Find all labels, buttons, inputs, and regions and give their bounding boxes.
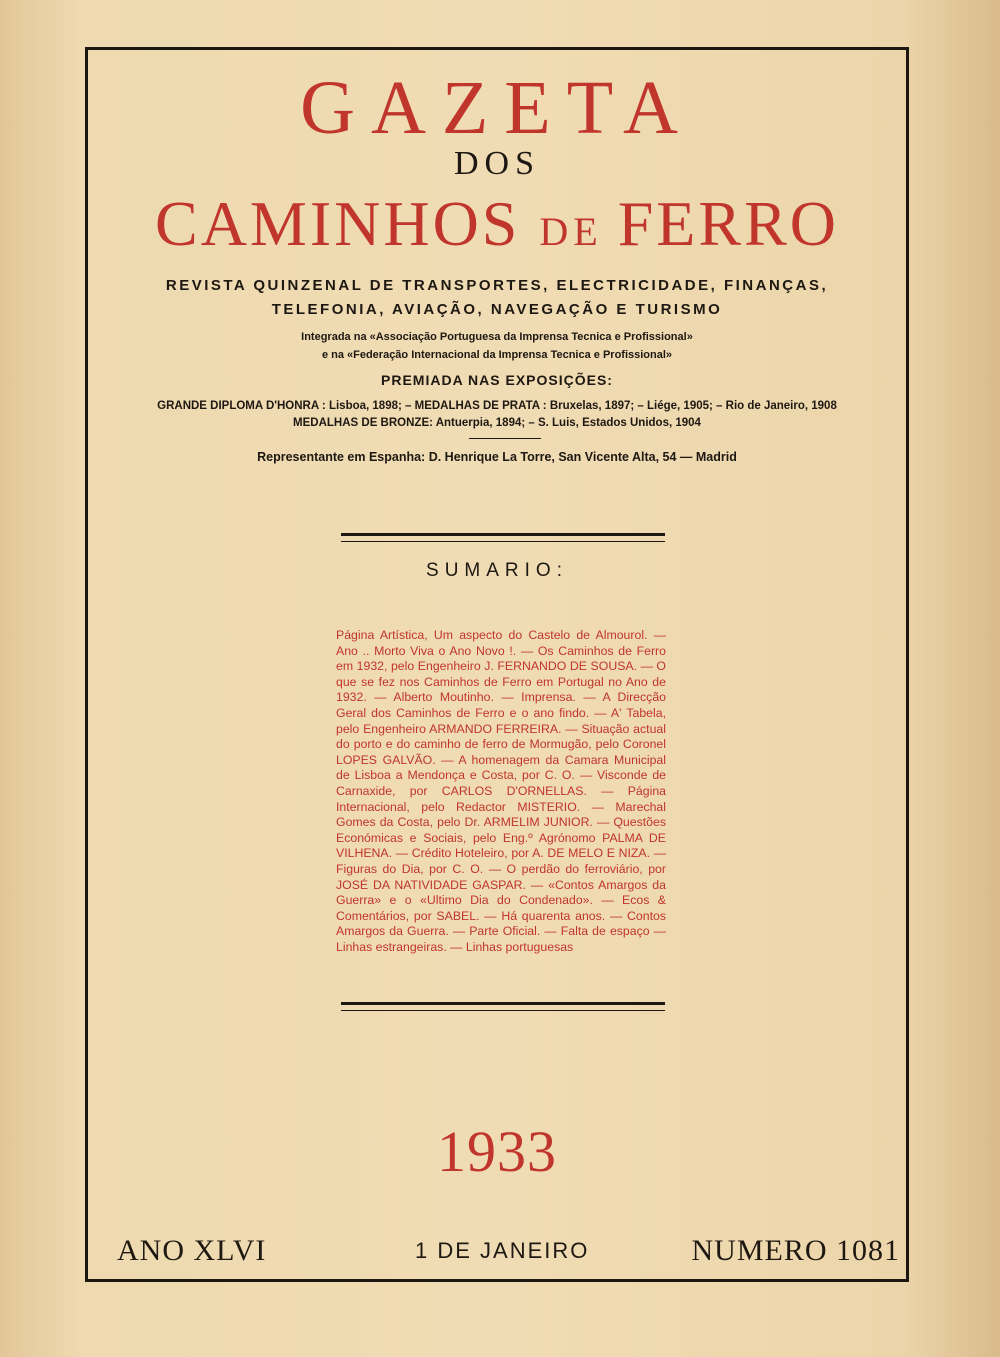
- issue-ano: ANO XLVI: [117, 1234, 267, 1267]
- title-gazeta: GAZETA: [300, 66, 694, 150]
- title-dos: DOS: [453, 145, 541, 182]
- short-divider: [469, 438, 541, 439]
- integrada-line-1: Integrada na «Associação Portuguesa da Imprensa Tecnica e Profissional»: [301, 331, 693, 343]
- issue-number: NUMERO 1081: [691, 1234, 900, 1267]
- issue-date: 1 DE JANEIRO: [415, 1238, 590, 1263]
- issue-year: 1933: [437, 1119, 557, 1184]
- title-ferro: FERRO: [617, 188, 839, 259]
- double-divider-bottom: [341, 1002, 665, 1011]
- subtitle-line-1: REVISTA QUINZENAL DE TRANSPORTES, ELECTRICIDADE, FINANÇAS,: [165, 277, 829, 294]
- title-caminhos: CAMINHOS: [155, 188, 540, 259]
- summary-text: Página Artística, Um aspecto do Castelo de Almourol. — Ano .. Morto Viva o Ano Novo !. — Os Caminhos de Ferro em 1932, pelo Engenheiro J. FERNANDO DE SOUSA. — O que se fez nos Caminhos de Ferro em Portugal no Ano de 1932. — Alberto Moutinho. — Imprensa. — A Direcção Geral dos Caminhos de Ferro e o ano findo. — A' Tabela, pelo Engenheiro ARMANDO FERREIRA. — Situação actual do porto e do caminho de ferro de Mormugão, pelo Coronel LOPES GALVÃO. — A homenagem da Camara Municipal de Lisboa a Mendonça e Costa, por C. O. — Visconde de Carnaxide, por CARLOS D'ORNELLAS. — Página Internacional, pelo Redactor MISTERIO. — Marechal Gomes da Costa, pelo Dr. ARMELIM JUNIOR. — Questões Económicas e Sociais, pelo Eng.º Agrónomo PALMA DE VILHENA. — Crédito Hoteleiro, por A. DE MELO E NIZA. — Figuras do Dia, por C. O. — O perdão do ferroviário, por JOSÉ DA NATIVIDADE GASPAR. — «Contos Amargos da Guerra» e o «Ultimo Dia do Condenado». — Ecos & Comentários, por SABEL. — Há quarenta anos. — Contos Amargos da Guerra. — Parte Oficial. — Falta de espaço — Linhas estrangeiras. — Linhas portuguesas: [336, 628, 666, 954]
- title-de: DE: [539, 209, 618, 254]
- title-caminhos-de-ferro: [85, 188, 909, 268]
- representante-line: Representante em Espanha: D. Henrique La Torre, San Vicente Alta, 54 — Madrid: [257, 450, 737, 464]
- medalhas-line-2: MEDALHAS DE BRONZE: Antuerpia, 1894; – S. Luis, Estados Unidos, 1904: [293, 417, 701, 429]
- double-divider-top: [341, 533, 665, 542]
- summary-heading: SUMARIO:: [426, 560, 568, 581]
- subtitle-line-2: TELEFONIA, AVIAÇÃO, NAVEGAÇÃO E TURISMO: [271, 301, 723, 318]
- premiada-heading: PREMIADA NAS EXPOSIÇÕES:: [381, 372, 613, 388]
- medalhas-line-1: GRANDE DIPLOMA D'HONRA : Lisboa, 1898; – MEDALHAS DE PRATA : Bruxelas, 1897; – Liége, 1905; – Rio de Janeiro, 1908: [157, 400, 837, 412]
- integrada-line-2: e na «Federação Internacional da Imprensa Tecnica e Profissional»: [321, 349, 673, 361]
